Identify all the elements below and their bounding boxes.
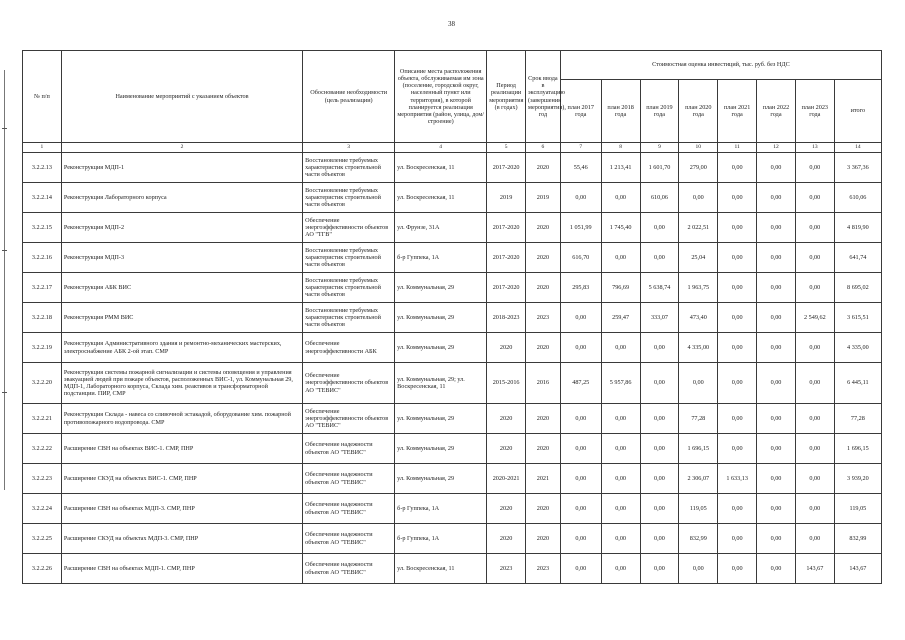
row-period: 2017-2020 <box>487 273 526 303</box>
row-commission: 2020 <box>526 434 561 464</box>
row-period: 2017-2020 <box>487 213 526 243</box>
row-location: б-р Гуппека, 1А <box>395 494 487 524</box>
row-code: 3.2.2.22 <box>23 434 62 464</box>
header-year: план 2023 года <box>795 80 834 143</box>
header-name: Наименование мероприятий с указанием объектов <box>61 51 302 143</box>
row-year-value: 0,00 <box>718 213 757 243</box>
row-year-value: 796,69 <box>601 273 640 303</box>
row-year-value: 2 549,62 <box>795 303 834 333</box>
row-year-value: 4 335,00 <box>679 333 718 363</box>
row-total: 6 445,11 <box>834 363 881 404</box>
row-year-value: 0,00 <box>601 494 640 524</box>
row-year-value: 295,83 <box>560 273 601 303</box>
row-name: Реконструкция МДП-2 <box>61 213 302 243</box>
row-year-value: 0,00 <box>560 303 601 333</box>
column-number: 8 <box>601 143 640 153</box>
row-location: ул. Коммунальная, 29 <box>395 273 487 303</box>
row-total: 3 615,51 <box>834 303 881 333</box>
row-year-value: 1 745,40 <box>601 213 640 243</box>
table-row <box>23 273 882 303</box>
row-year-value: 0,00 <box>560 464 601 494</box>
header-year: план 2021 года <box>718 80 757 143</box>
header-purpose: Обоснование необходимости (цель реализации) <box>303 51 395 143</box>
row-year-value: 0,00 <box>640 404 679 434</box>
row-location: ул. Воскресенская, 11 <box>395 554 487 584</box>
row-year-value: 0,00 <box>757 213 796 243</box>
row-code: 3.2.2.13 <box>23 153 62 183</box>
row-total: 3 939,20 <box>834 464 881 494</box>
row-year-value: 0,00 <box>795 213 834 243</box>
row-year-value: 2 022,51 <box>679 213 718 243</box>
row-year-value: 0,00 <box>640 363 679 404</box>
row-commission: 2020 <box>526 333 561 363</box>
row-year-value: 487,25 <box>560 363 601 404</box>
row-period: 2015-2016 <box>487 363 526 404</box>
row-location: ул. Коммунальная, 29 <box>395 333 487 363</box>
column-number: 13 <box>795 143 834 153</box>
row-year-value: 0,00 <box>795 434 834 464</box>
row-year-value: 0,00 <box>640 333 679 363</box>
table-row <box>23 494 882 524</box>
row-total: 641,74 <box>834 243 881 273</box>
table-row <box>23 404 882 434</box>
table-row <box>23 213 882 243</box>
row-commission: 2020 <box>526 404 561 434</box>
table-body <box>23 153 882 584</box>
row-year-value: 0,00 <box>795 404 834 434</box>
table-row <box>23 153 882 183</box>
row-period: 2020 <box>487 333 526 363</box>
row-year-value: 0,00 <box>718 243 757 273</box>
row-total: 4 819,90 <box>834 213 881 243</box>
row-year-value: 0,00 <box>560 554 601 584</box>
row-name: Реконструкция РММ ВИС <box>61 303 302 333</box>
row-location: б-р Гуппека, 1А <box>395 524 487 554</box>
header-total: итого <box>834 80 881 143</box>
row-year-value: 0,00 <box>601 554 640 584</box>
column-number: 3 <box>303 143 395 153</box>
row-year-value: 0,00 <box>560 434 601 464</box>
row-name: Реконструкция Административного здания и ремонтно-механических мастерских, электроснабжение АБК 2-ой этап. СМР <box>61 333 302 363</box>
row-commission: 2020 <box>526 273 561 303</box>
row-location: ул. Коммунальная, 29 <box>395 464 487 494</box>
table-row <box>23 333 882 363</box>
row-purpose: Обеспечение надежности объектов АО "ТЕВИС" <box>303 434 395 464</box>
header-period: Период реализации мероприятия (в годах) <box>487 51 526 143</box>
header-year: план 2018 года <box>601 80 640 143</box>
row-name: Расширение СКУД на объектах МДП-3. СМР, ПНР <box>61 524 302 554</box>
column-number: 2 <box>61 143 302 153</box>
header-commission: Срок ввода в эксплуатацию (завершения мероприятия), год <box>526 51 561 143</box>
row-year-value: 0,00 <box>640 434 679 464</box>
row-year-value: 0,00 <box>718 554 757 584</box>
header-year: план 2019 года <box>640 80 679 143</box>
row-year-value: 0,00 <box>718 303 757 333</box>
row-purpose: Восстановление требуемых характеристик строительной части объектов <box>303 153 395 183</box>
row-total: 143,67 <box>834 554 881 584</box>
row-year-value: 0,00 <box>795 273 834 303</box>
row-year-value: 0,00 <box>795 153 834 183</box>
row-commission: 2023 <box>526 303 561 333</box>
row-commission: 2020 <box>526 153 561 183</box>
row-total: 4 335,00 <box>834 333 881 363</box>
row-purpose: Восстановление требуемых характеристик строительной части объектов <box>303 243 395 273</box>
row-year-value: 0,00 <box>757 243 796 273</box>
row-year-value: 143,67 <box>795 554 834 584</box>
row-purpose: Обеспечение энергоэффективности объектов АО "ТЕВИС" <box>303 404 395 434</box>
row-commission: 2020 <box>526 213 561 243</box>
row-code: 3.2.2.24 <box>23 494 62 524</box>
row-year-value: 0,00 <box>795 183 834 213</box>
row-code: 3.2.2.25 <box>23 524 62 554</box>
table-row <box>23 524 882 554</box>
row-year-value: 0,00 <box>601 524 640 554</box>
column-number: 4 <box>395 143 487 153</box>
row-year-value: 55,46 <box>560 153 601 183</box>
row-purpose: Обеспечение надежности объектов АО "ТЕВИС" <box>303 554 395 584</box>
row-year-value: 832,99 <box>679 524 718 554</box>
row-name: Расширение СВН на объектах МДП-3. СМР, ПНР <box>61 494 302 524</box>
row-location: ул. Фрунзе, 31А <box>395 213 487 243</box>
row-year-value: 0,00 <box>679 363 718 404</box>
table-row <box>23 464 882 494</box>
row-purpose: Восстановление требуемых характеристик строительной части объектов <box>303 183 395 213</box>
row-commission: 2020 <box>526 243 561 273</box>
row-year-value: 0,00 <box>757 524 796 554</box>
table-row <box>23 183 882 213</box>
row-location: ул. Коммунальная, 29 <box>395 303 487 333</box>
table-row <box>23 363 882 404</box>
header-year: план 2017 года <box>560 80 601 143</box>
row-year-value: 0,00 <box>795 243 834 273</box>
row-year-value: 279,00 <box>679 153 718 183</box>
row-name: Расширение СВН на объектах МДП-1. СМР, ПНР <box>61 554 302 584</box>
row-period: 2020 <box>487 494 526 524</box>
row-year-value: 0,00 <box>795 363 834 404</box>
table-row <box>23 554 882 584</box>
row-year-value: 0,00 <box>718 363 757 404</box>
binding-tick-mark <box>2 250 7 251</box>
row-year-value: 1 696,15 <box>679 434 718 464</box>
row-year-value: 0,00 <box>795 333 834 363</box>
row-commission: 2020 <box>526 524 561 554</box>
row-year-value: 1 633,13 <box>718 464 757 494</box>
row-year-value: 0,00 <box>601 464 640 494</box>
row-purpose: Обеспечение энергоэффективности АБК <box>303 333 395 363</box>
row-total: 3 367,36 <box>834 153 881 183</box>
row-name: Реконструкция Склада - навеса со сливочной эстакадой, оборудование хим. пожарной противопожарного водопровода. СМР <box>61 404 302 434</box>
row-period: 2019 <box>487 183 526 213</box>
table-row <box>23 434 882 464</box>
row-year-value: 0,00 <box>757 333 796 363</box>
row-name: Реконструкция системы пожарной сигнализации и системы оповещения и управления эвакуацией людей при пожаре объектов, расположенных ВИС-1, ул. Коммунальная 29, МДП-1, Лабораторного корпуса, Склада хим. реактивов и трансформаторной подстанции. ПИР, СМР <box>61 363 302 404</box>
row-code: 3.2.2.15 <box>23 213 62 243</box>
row-period: 2020 <box>487 404 526 434</box>
row-period: 2018-2023 <box>487 303 526 333</box>
row-year-value: 0,00 <box>640 554 679 584</box>
row-year-value: 473,40 <box>679 303 718 333</box>
binding-tick-mark <box>2 392 7 393</box>
row-location: ул. Коммунальная, 29; ул. Воскресенская, 11 <box>395 363 487 404</box>
row-year-value: 0,00 <box>601 434 640 464</box>
row-year-value: 5 638,74 <box>640 273 679 303</box>
row-commission: 2021 <box>526 464 561 494</box>
row-year-value: 0,00 <box>718 183 757 213</box>
header-year: план 2020 года <box>679 80 718 143</box>
page-number: 38 <box>448 20 455 28</box>
row-location: ул. Воскресенская, 11 <box>395 153 487 183</box>
binding-tick-mark <box>2 128 7 129</box>
table-row <box>23 303 882 333</box>
row-year-value: 0,00 <box>560 404 601 434</box>
row-period: 2020 <box>487 524 526 554</box>
row-total: 77,28 <box>834 404 881 434</box>
row-location: ул. Коммунальная, 29 <box>395 434 487 464</box>
header-number: № п/п <box>23 51 62 143</box>
column-number: 12 <box>757 143 796 153</box>
row-year-value: 0,00 <box>757 494 796 524</box>
row-name: Реконструкция МДП-3 <box>61 243 302 273</box>
row-year-value: 610,06 <box>640 183 679 213</box>
row-code: 3.2.2.26 <box>23 554 62 584</box>
row-purpose: Восстановление требуемых характеристик строительной части объектов <box>303 303 395 333</box>
row-location: ул. Коммунальная, 29 <box>395 404 487 434</box>
row-period: 2023 <box>487 554 526 584</box>
row-year-value: 0,00 <box>560 494 601 524</box>
row-code: 3.2.2.19 <box>23 333 62 363</box>
row-year-value: 0,00 <box>718 153 757 183</box>
column-number: 10 <box>679 143 718 153</box>
row-code: 3.2.2.17 <box>23 273 62 303</box>
row-year-value: 0,00 <box>757 153 796 183</box>
row-purpose: Обеспечение энергоэффективности объектов АО "ТГВ" <box>303 213 395 243</box>
row-year-value: 0,00 <box>718 434 757 464</box>
row-year-value: 0,00 <box>757 554 796 584</box>
row-year-value: 0,00 <box>718 273 757 303</box>
row-year-value: 0,00 <box>601 183 640 213</box>
row-purpose: Обеспечение энергоэффективности объектов АО "ТЕВИС" <box>303 363 395 404</box>
row-total: 1 696,15 <box>834 434 881 464</box>
row-code: 3.2.2.21 <box>23 404 62 434</box>
row-total: 610,06 <box>834 183 881 213</box>
row-year-value: 119,05 <box>679 494 718 524</box>
row-year-value: 0,00 <box>601 333 640 363</box>
column-number: 9 <box>640 143 679 153</box>
column-number: 6 <box>526 143 561 153</box>
row-year-value: 1 963,75 <box>679 273 718 303</box>
row-year-value: 2 306,07 <box>679 464 718 494</box>
row-year-value: 0,00 <box>601 243 640 273</box>
column-numbering-row <box>23 143 882 153</box>
row-total: 8 695,02 <box>834 273 881 303</box>
row-year-value: 0,00 <box>757 434 796 464</box>
column-number: 14 <box>834 143 881 153</box>
row-year-value: 0,00 <box>679 554 718 584</box>
row-year-value: 0,00 <box>560 183 601 213</box>
row-name: Реконструкция Лабораторного корпуса <box>61 183 302 213</box>
row-year-value: 1 051,99 <box>560 213 601 243</box>
binding-margin-line <box>4 70 5 490</box>
row-period: 2017-2020 <box>487 153 526 183</box>
column-number: 7 <box>560 143 601 153</box>
table-row <box>23 243 882 273</box>
row-location: ул. Воскресенская, 11 <box>395 183 487 213</box>
row-year-value: 0,00 <box>718 494 757 524</box>
row-total: 832,99 <box>834 524 881 554</box>
row-year-value: 5 957,86 <box>601 363 640 404</box>
column-number: 11 <box>718 143 757 153</box>
row-purpose: Восстановление требуемых характеристик строительной части объектов <box>303 273 395 303</box>
header-cost-group: Стоимостная оценка инвестиций, тыс. руб. без НДС <box>560 51 881 80</box>
row-code: 3.2.2.23 <box>23 464 62 494</box>
row-year-value: 0,00 <box>757 363 796 404</box>
investment-table <box>22 50 882 584</box>
row-purpose: Обеспечение надежности объектов АО "ТЕВИС" <box>303 524 395 554</box>
row-purpose: Обеспечение надежности объектов АО "ТЕВИС" <box>303 494 395 524</box>
row-purpose: Обеспечение надежности объектов АО "ТЕВИС" <box>303 464 395 494</box>
row-code: 3.2.2.16 <box>23 243 62 273</box>
row-period: 2020 <box>487 434 526 464</box>
row-commission: 2016 <box>526 363 561 404</box>
row-year-value: 616,70 <box>560 243 601 273</box>
row-year-value: 0,00 <box>718 524 757 554</box>
row-year-value: 0,00 <box>795 464 834 494</box>
row-period: 2017-2020 <box>487 243 526 273</box>
row-year-value: 0,00 <box>795 494 834 524</box>
row-year-value: 0,00 <box>640 524 679 554</box>
header-year: план 2022 года <box>757 80 796 143</box>
row-year-value: 0,00 <box>718 333 757 363</box>
row-year-value: 0,00 <box>679 183 718 213</box>
row-year-value: 0,00 <box>640 213 679 243</box>
row-name: Реконструкция АБК ВИС <box>61 273 302 303</box>
row-year-value: 0,00 <box>640 494 679 524</box>
row-location: б-р Гуппека, 1А <box>395 243 487 273</box>
row-year-value: 0,00 <box>560 524 601 554</box>
row-year-value: 0,00 <box>795 524 834 554</box>
row-code: 3.2.2.18 <box>23 303 62 333</box>
column-number: 1 <box>23 143 62 153</box>
row-code: 3.2.2.14 <box>23 183 62 213</box>
row-year-value: 0,00 <box>560 333 601 363</box>
row-code: 3.2.2.20 <box>23 363 62 404</box>
row-year-value: 0,00 <box>640 464 679 494</box>
row-year-value: 0,00 <box>757 183 796 213</box>
row-year-value: 1 601,70 <box>640 153 679 183</box>
row-year-value: 259,47 <box>601 303 640 333</box>
column-number: 5 <box>487 143 526 153</box>
row-commission: 2023 <box>526 554 561 584</box>
row-year-value: 77,28 <box>679 404 718 434</box>
row-total: 119,05 <box>834 494 881 524</box>
row-year-value: 0,00 <box>640 243 679 273</box>
row-year-value: 0,00 <box>757 303 796 333</box>
row-name: Расширение СВН на объектах ВИС-1. СМР, ПНР <box>61 434 302 464</box>
row-name: Расширение СКУД на объектах ВИС-1. СМР, ПНР <box>61 464 302 494</box>
row-year-value: 0,00 <box>718 404 757 434</box>
row-year-value: 25,04 <box>679 243 718 273</box>
row-commission: 2019 <box>526 183 561 213</box>
row-year-value: 0,00 <box>601 404 640 434</box>
row-year-value: 0,00 <box>757 404 796 434</box>
row-name: Реконструкция МДП-1 <box>61 153 302 183</box>
row-year-value: 1 213,41 <box>601 153 640 183</box>
row-year-value: 0,00 <box>757 273 796 303</box>
header-location: Описание места расположения объекта, обслуживаемая им зона (поселение, городской округ, населенный пункт или территория), в которой планируется реализация мероприятия (район, улица, дом/строение) <box>395 51 487 143</box>
row-year-value: 0,00 <box>757 464 796 494</box>
row-year-value: 333,07 <box>640 303 679 333</box>
row-commission: 2020 <box>526 494 561 524</box>
row-period: 2020-2021 <box>487 464 526 494</box>
